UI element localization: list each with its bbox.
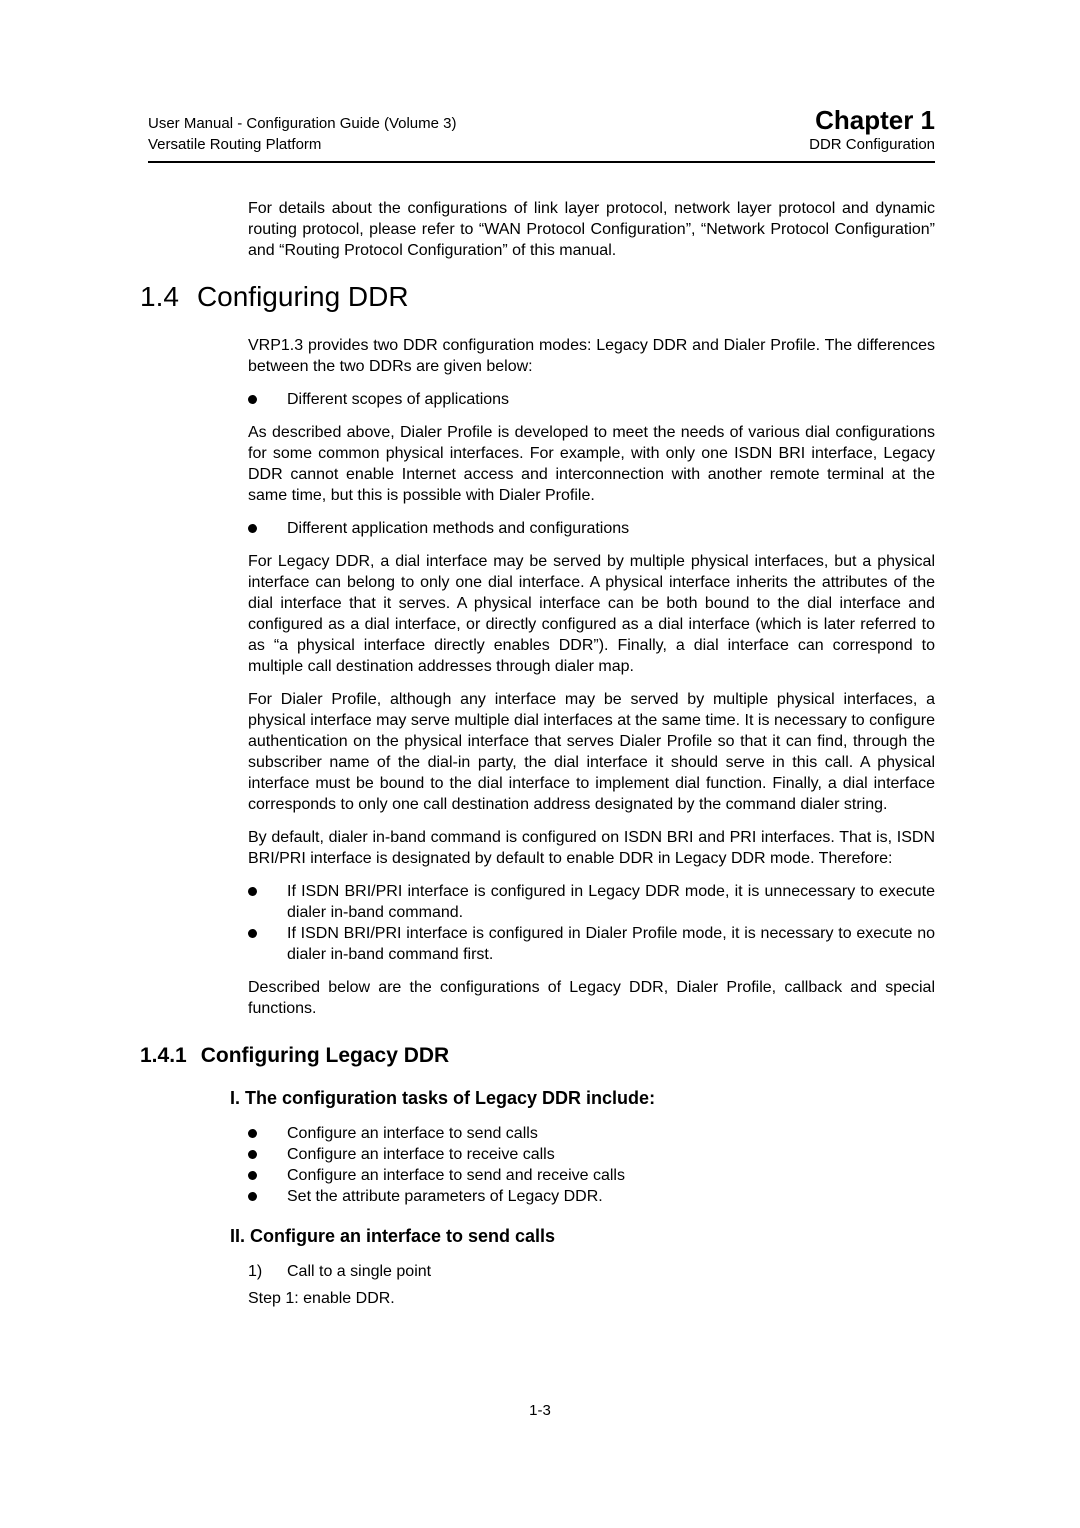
chapter-title: Chapter 1: [815, 105, 935, 135]
list-item-label: If ISDN BRI/PRI interface is configured in Dialer Profile mode, it is necessary to execute no dialer in-band command first.: [287, 925, 935, 963]
list-item-label: If ISDN BRI/PRI interface is configured in Legacy DDR mode, it is unnecessary to execute dialer in-band command.: [287, 883, 935, 921]
bullet-icon: [248, 1171, 257, 1180]
numbered-item: [248, 1261, 935, 1282]
section-number: 1.4: [140, 281, 179, 312]
document-body: [140, 198, 935, 1309]
task-item: [248, 1165, 935, 1186]
bullet-icon: [248, 1192, 257, 1201]
list-item-legacy-inband: [248, 881, 935, 923]
list-item-label: Different application methods and configurations: [287, 520, 630, 537]
paragraph-scopes-detail: As described above, Dialer Profile is developed to meet the needs of various dial configurations for some common physical interfaces. For example, with only one ISDN BRI interface, Legacy DDR cannot enable Internet access and interconnection with another remote terminal at the same time, but this is possible with Dialer Profile.: [248, 424, 935, 504]
bullet-icon: [248, 1150, 257, 1159]
bullet-icon: [248, 524, 257, 533]
block-heading-send-calls: II. Configure an interface to send calls: [230, 1226, 556, 1246]
task-item: [248, 1186, 935, 1207]
subsection-number: 1.4.1: [140, 1044, 187, 1067]
paragraph-intro: For details about the configurations of link layer protocol, network layer protocol and dynamic routing protocol, please refer to “WAN Protocol Configuration”, “Network Protocol Configuration” and “Routing Protocol Configuration” of this manual.: [248, 200, 935, 259]
doc-title: User Manual - Configuration Guide (Volume 3): [148, 115, 457, 132]
step-text: Step 1: enable DDR.: [248, 1290, 395, 1307]
subsection-heading: [140, 1043, 935, 1069]
list-item-scopes: [248, 389, 935, 410]
paragraph-legacy-detail: For Legacy DDR, a dial interface may be served by multiple physical interfaces, but a physical interface can belong to only one dial interface. A physical interface inherits the attributes of the dial interface that it serves. A physical interface can be both bound to the dial interface and configured as a dial interface, or directly configured as a dial interface (which is later referred to as “a physical interface directly enables DDR”). Finally, a dial interface can correspond to multiple call destination addresses through dialer map.: [248, 553, 935, 675]
numbered-item-label: Call to a single point: [287, 1263, 432, 1280]
list-item-label: Different scopes of applications: [287, 391, 510, 408]
bullet-icon: [248, 929, 257, 938]
chapter-subtitle: DDR Configuration: [809, 136, 935, 153]
paragraph-profile-detail: For Dialer Profile, although any interface may be served by multiple physical interfaces, a physical interface may serve multiple dial interfaces at the same time. It is necessary to configure authentication on the physical interface that serves Dialer Profile so that it can find, through the subscriber name of the dial-in party, the dial interface it should serve in this call. A physical interface must be bound to the dial interface to implement dial function. Finally, a dial interface corresponds to only one call destination address designated by the command dialer string.: [248, 691, 935, 813]
paragraph-inband-default: By default, dialer in-band command is configured on ISDN BRI and PRI interfaces. That is, ISDN BRI/PRI interface is designated by default to enable DDR in Legacy DDR mode. Therefore:: [248, 829, 935, 867]
doc-subtitle: Versatile Routing Platform: [148, 136, 322, 153]
numbered-item-marker: 1): [248, 1263, 263, 1280]
task-label: Configure an interface to send and receive calls: [287, 1167, 625, 1184]
task-item: [248, 1144, 935, 1165]
bullet-icon: [248, 395, 257, 404]
section-title: Configuring DDR: [196, 281, 409, 312]
page-footer: [0, 1402, 1080, 1419]
section-heading: [140, 281, 935, 313]
list-item-methods: [248, 518, 935, 539]
header-right-block: [809, 106, 935, 155]
subsection-title: Configuring Legacy DDR: [200, 1044, 450, 1067]
paragraph-described-below: Described below are the configurations of Legacy DDR, Dialer Profile, callback and special functions.: [248, 979, 935, 1017]
block-heading-tasks: I. The configuration tasks of Legacy DDR include:: [230, 1088, 656, 1108]
task-item: [248, 1123, 935, 1144]
task-label: Configure an interface to send calls: [287, 1125, 538, 1142]
paragraph-modes: VRP1.3 provides two DDR configuration modes: Legacy DDR and Dialer Profile. The differences between the two DDRs are given below:: [248, 337, 935, 375]
page-header: [148, 106, 935, 163]
task-label: Set the attribute parameters of Legacy DDR.: [287, 1188, 603, 1205]
bullet-icon: [248, 887, 257, 896]
header-left-block: [148, 113, 456, 155]
page-number: 1-3: [529, 1402, 551, 1419]
list-item-profile-inband: [248, 923, 935, 965]
bullet-icon: [248, 1129, 257, 1138]
task-label: Configure an interface to receive calls: [287, 1146, 555, 1163]
